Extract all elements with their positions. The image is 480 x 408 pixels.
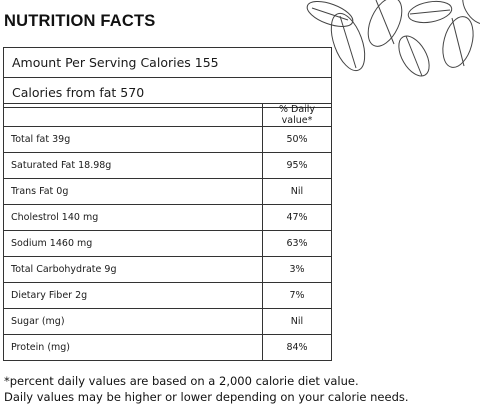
footnote <box>4 373 409 405</box>
table-row <box>4 179 332 205</box>
footnote-line-2: Daily values may be higher or lower depending on your calorie needs. <box>4 390 409 404</box>
nutrient-name: Dietary Fiber 2g <box>4 283 263 309</box>
table-row <box>4 127 332 153</box>
fat-calories: Calories from fat 570 <box>12 85 145 100</box>
table-row <box>4 153 332 179</box>
nutrient-value: 84% <box>263 335 332 361</box>
nutrient-header-cell <box>4 104 263 127</box>
footnote-line-1: *percent daily values are based on a 2,000 calorie diet value. <box>4 374 359 388</box>
nutrient-value: 95% <box>263 153 332 179</box>
nutrient-name: Sodium 1460 mg <box>4 231 263 257</box>
nutrient-value: 7% <box>263 283 332 309</box>
serving-calories: Amount Per Serving Calories 155 <box>4 48 331 78</box>
page-title: NUTRITION FACTS <box>4 12 156 30</box>
nutrient-value: Nil <box>263 309 332 335</box>
nutrient-value: 50% <box>263 127 332 153</box>
nutrient-name: Cholestrol 140 mg <box>4 205 263 231</box>
nutrient-name: Total fat 39g <box>4 127 263 153</box>
nutrient-value: 63% <box>263 231 332 257</box>
nutrition-table <box>3 103 332 361</box>
nutrient-name: Protein (mg) <box>4 335 263 361</box>
nutrient-name: Saturated Fat 18.98g <box>4 153 263 179</box>
serving-summary <box>3 47 332 108</box>
table-row <box>4 205 332 231</box>
nutrient-name: Total Carbohydrate 9g <box>4 257 263 283</box>
table-header-row <box>4 104 332 127</box>
table-row <box>4 335 332 361</box>
table-row <box>4 309 332 335</box>
daily-value-header: % Daily value* <box>263 104 332 127</box>
table-row <box>4 257 332 283</box>
nutrient-value: Nil <box>263 179 332 205</box>
nutrient-name: Trans Fat 0g <box>4 179 263 205</box>
nutrient-name: Sugar (mg) <box>4 309 263 335</box>
nutrient-value: 47% <box>263 205 332 231</box>
table-row <box>4 231 332 257</box>
table-row <box>4 283 332 309</box>
nutrient-value: 3% <box>263 257 332 283</box>
